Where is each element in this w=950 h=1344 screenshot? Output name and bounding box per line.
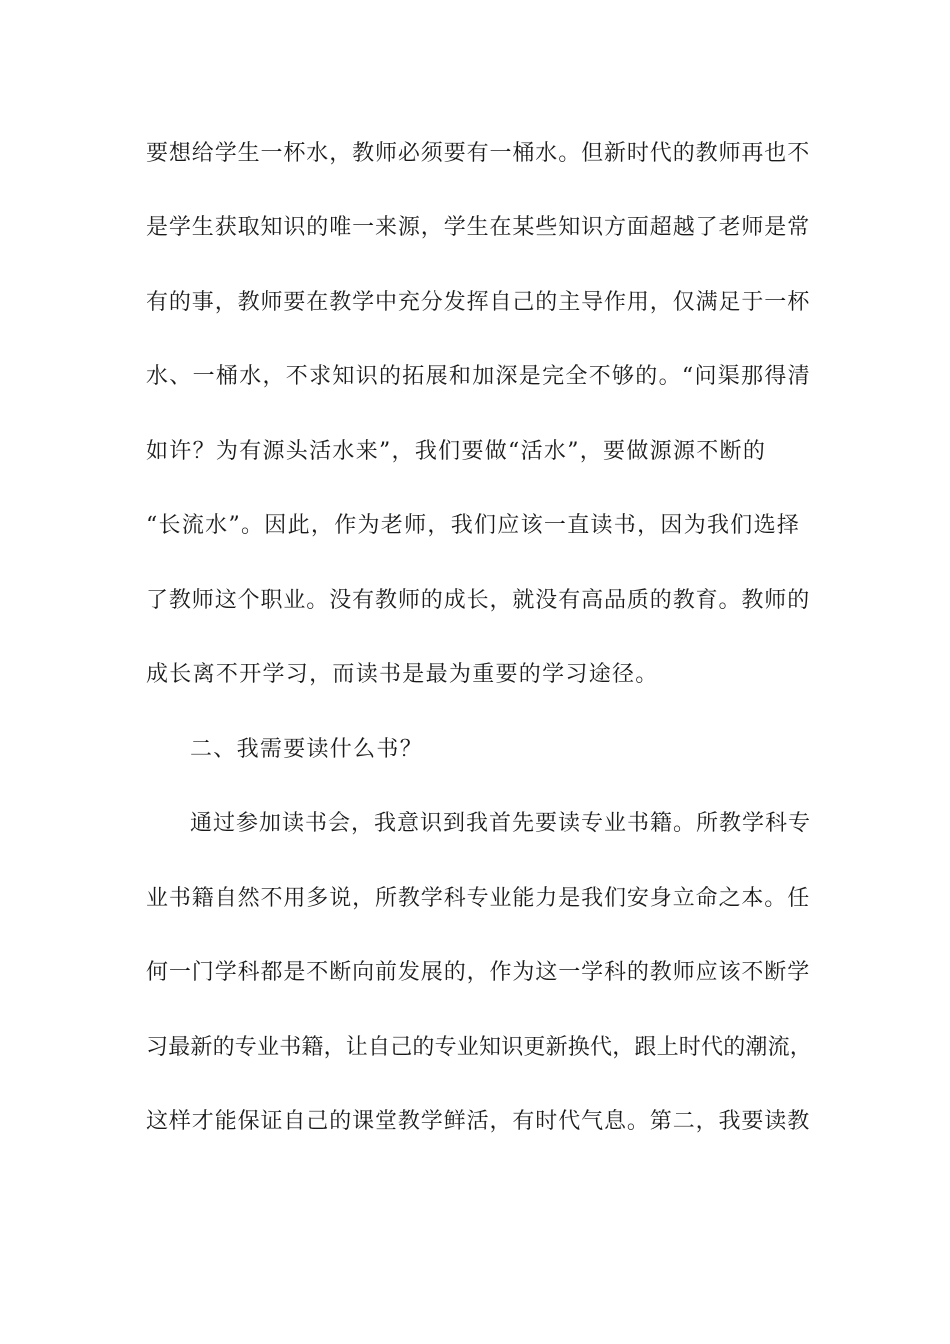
paragraph-line: “长流水”。因此，作为老师，我们应该一直读书，因为我们选择 [146,513,801,538]
paragraph-line: 通过参加读书会，我意识到我首先要读专业书籍。所教学科专 [190,811,812,836]
paragraph-line: 是学生获取知识的唯一来源，学生在某些知识方面超越了老师是常 [146,215,811,240]
paragraph-line: 业书籍自然不用多说，所教学科专业能力是我们安身立命之本。任 [146,886,811,911]
paragraph-line: 有的事，教师要在教学中充分发挥自己的主导作用，仅满足于一杯 [146,290,811,315]
paragraph-line: 成长离不开学习，而读书是最为重要的学习途径。 [146,662,659,687]
section-heading: 二、我需要读什么书？ [190,737,424,762]
paragraph-line: 水、一桶水，不求知识的拓展和加深是完全不够的。“问渠那得清 [146,364,811,389]
paragraph-line: 了教师这个职业。没有教师的成长，就没有高品质的教育。教师的 [146,588,811,613]
paragraph-line: 这样才能保证自己的课堂教学鲜活，有时代气息。第二，我要读教 [146,1109,811,1134]
paragraph-line: 习最新的专业书籍，让自己的专业知识更新换代，跟上时代的潮流， [146,1035,813,1060]
paragraph-line: 如许？为有源头活水来”，我们要做“活水”，要做源源不断的 [146,439,767,464]
paragraph-line: 何一门学科都是不断向前发展的，作为这一学科的教师应该不断学 [146,960,811,985]
paragraph-line: 要想给学生一杯水，教师必须要有一桶水。但新时代的教师再也不 [146,141,811,166]
